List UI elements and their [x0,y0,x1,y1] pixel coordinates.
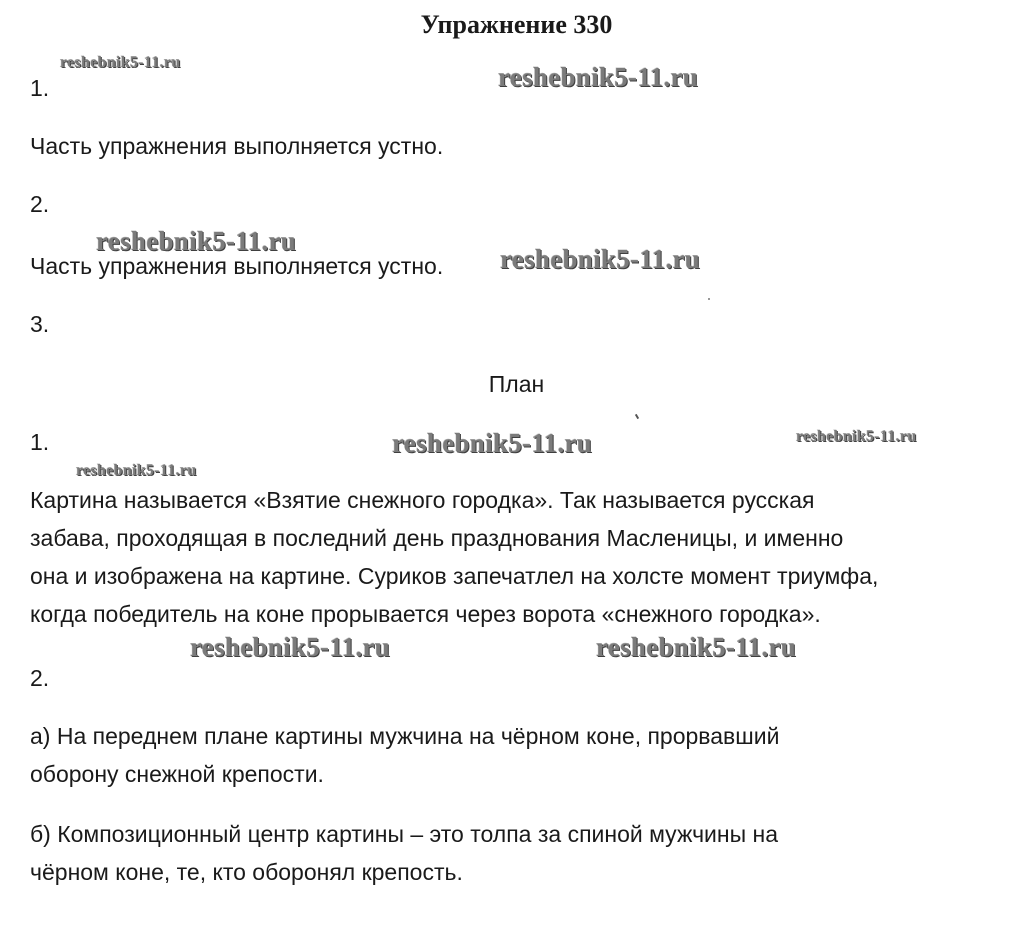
plan-point-2b-line-1: б) Композиционный центр картины – это толпа за спиной мужчины на [30,821,779,847]
watermark: reshebnik5-11.ru [796,428,917,445]
watermark: reshebnik5-11.ru [500,244,701,274]
plan-point-2a-line-1: а) На переднем плане картины мужчина на чёрном коне, прорвавший [30,723,780,749]
plan-point-2-number: 2. [30,665,50,691]
item-3-number: 3. [30,311,50,337]
item-1-text: Часть упражнения выполняется устно. [30,133,444,159]
item-1-number: 1. [30,75,50,101]
watermark: reshebnik5-11.ru [392,428,593,458]
scan-speck [635,414,639,419]
plan-point-2a-line-2: оборону снежной крепости. [30,761,324,787]
item-2-number: 2. [30,191,50,217]
page-title: Упражнение 330 [420,10,613,39]
plan-point-1-line-2: забава, проходящая в последний день празднования Масленицы, и именно [30,525,844,551]
watermark: reshebnik5-11.ru [596,632,797,662]
scan-speck [708,298,710,300]
plan-point-1-line-3: она и изображена на картине. Суриков запечатлел на холсте момент триумфа, [30,563,879,589]
plan-point-1-line-4: когда победитель на коне прорывается через ворота «снежного городка». [30,601,821,627]
plan-heading-text: План [488,371,545,397]
watermark: reshebnik5-11.ru [76,462,197,479]
plan-point-1-number: 1. [30,429,50,455]
watermark: reshebnik5-11.ru [96,226,297,256]
plan-point-1-line-1: Картина называется «Взятие снежного городка». Так называется русская [30,487,815,513]
plan-point-2b-line-2: чёрном коне, те, кто оборонял крепость. [30,859,463,885]
watermark: reshebnik5-11.ru [498,62,699,92]
item-2-text: Часть упражнения выполняется устно. [30,253,444,279]
watermark: reshebnik5-11.ru [60,54,181,71]
watermark: reshebnik5-11.ru [190,632,391,662]
plan-heading [0,368,1033,400]
